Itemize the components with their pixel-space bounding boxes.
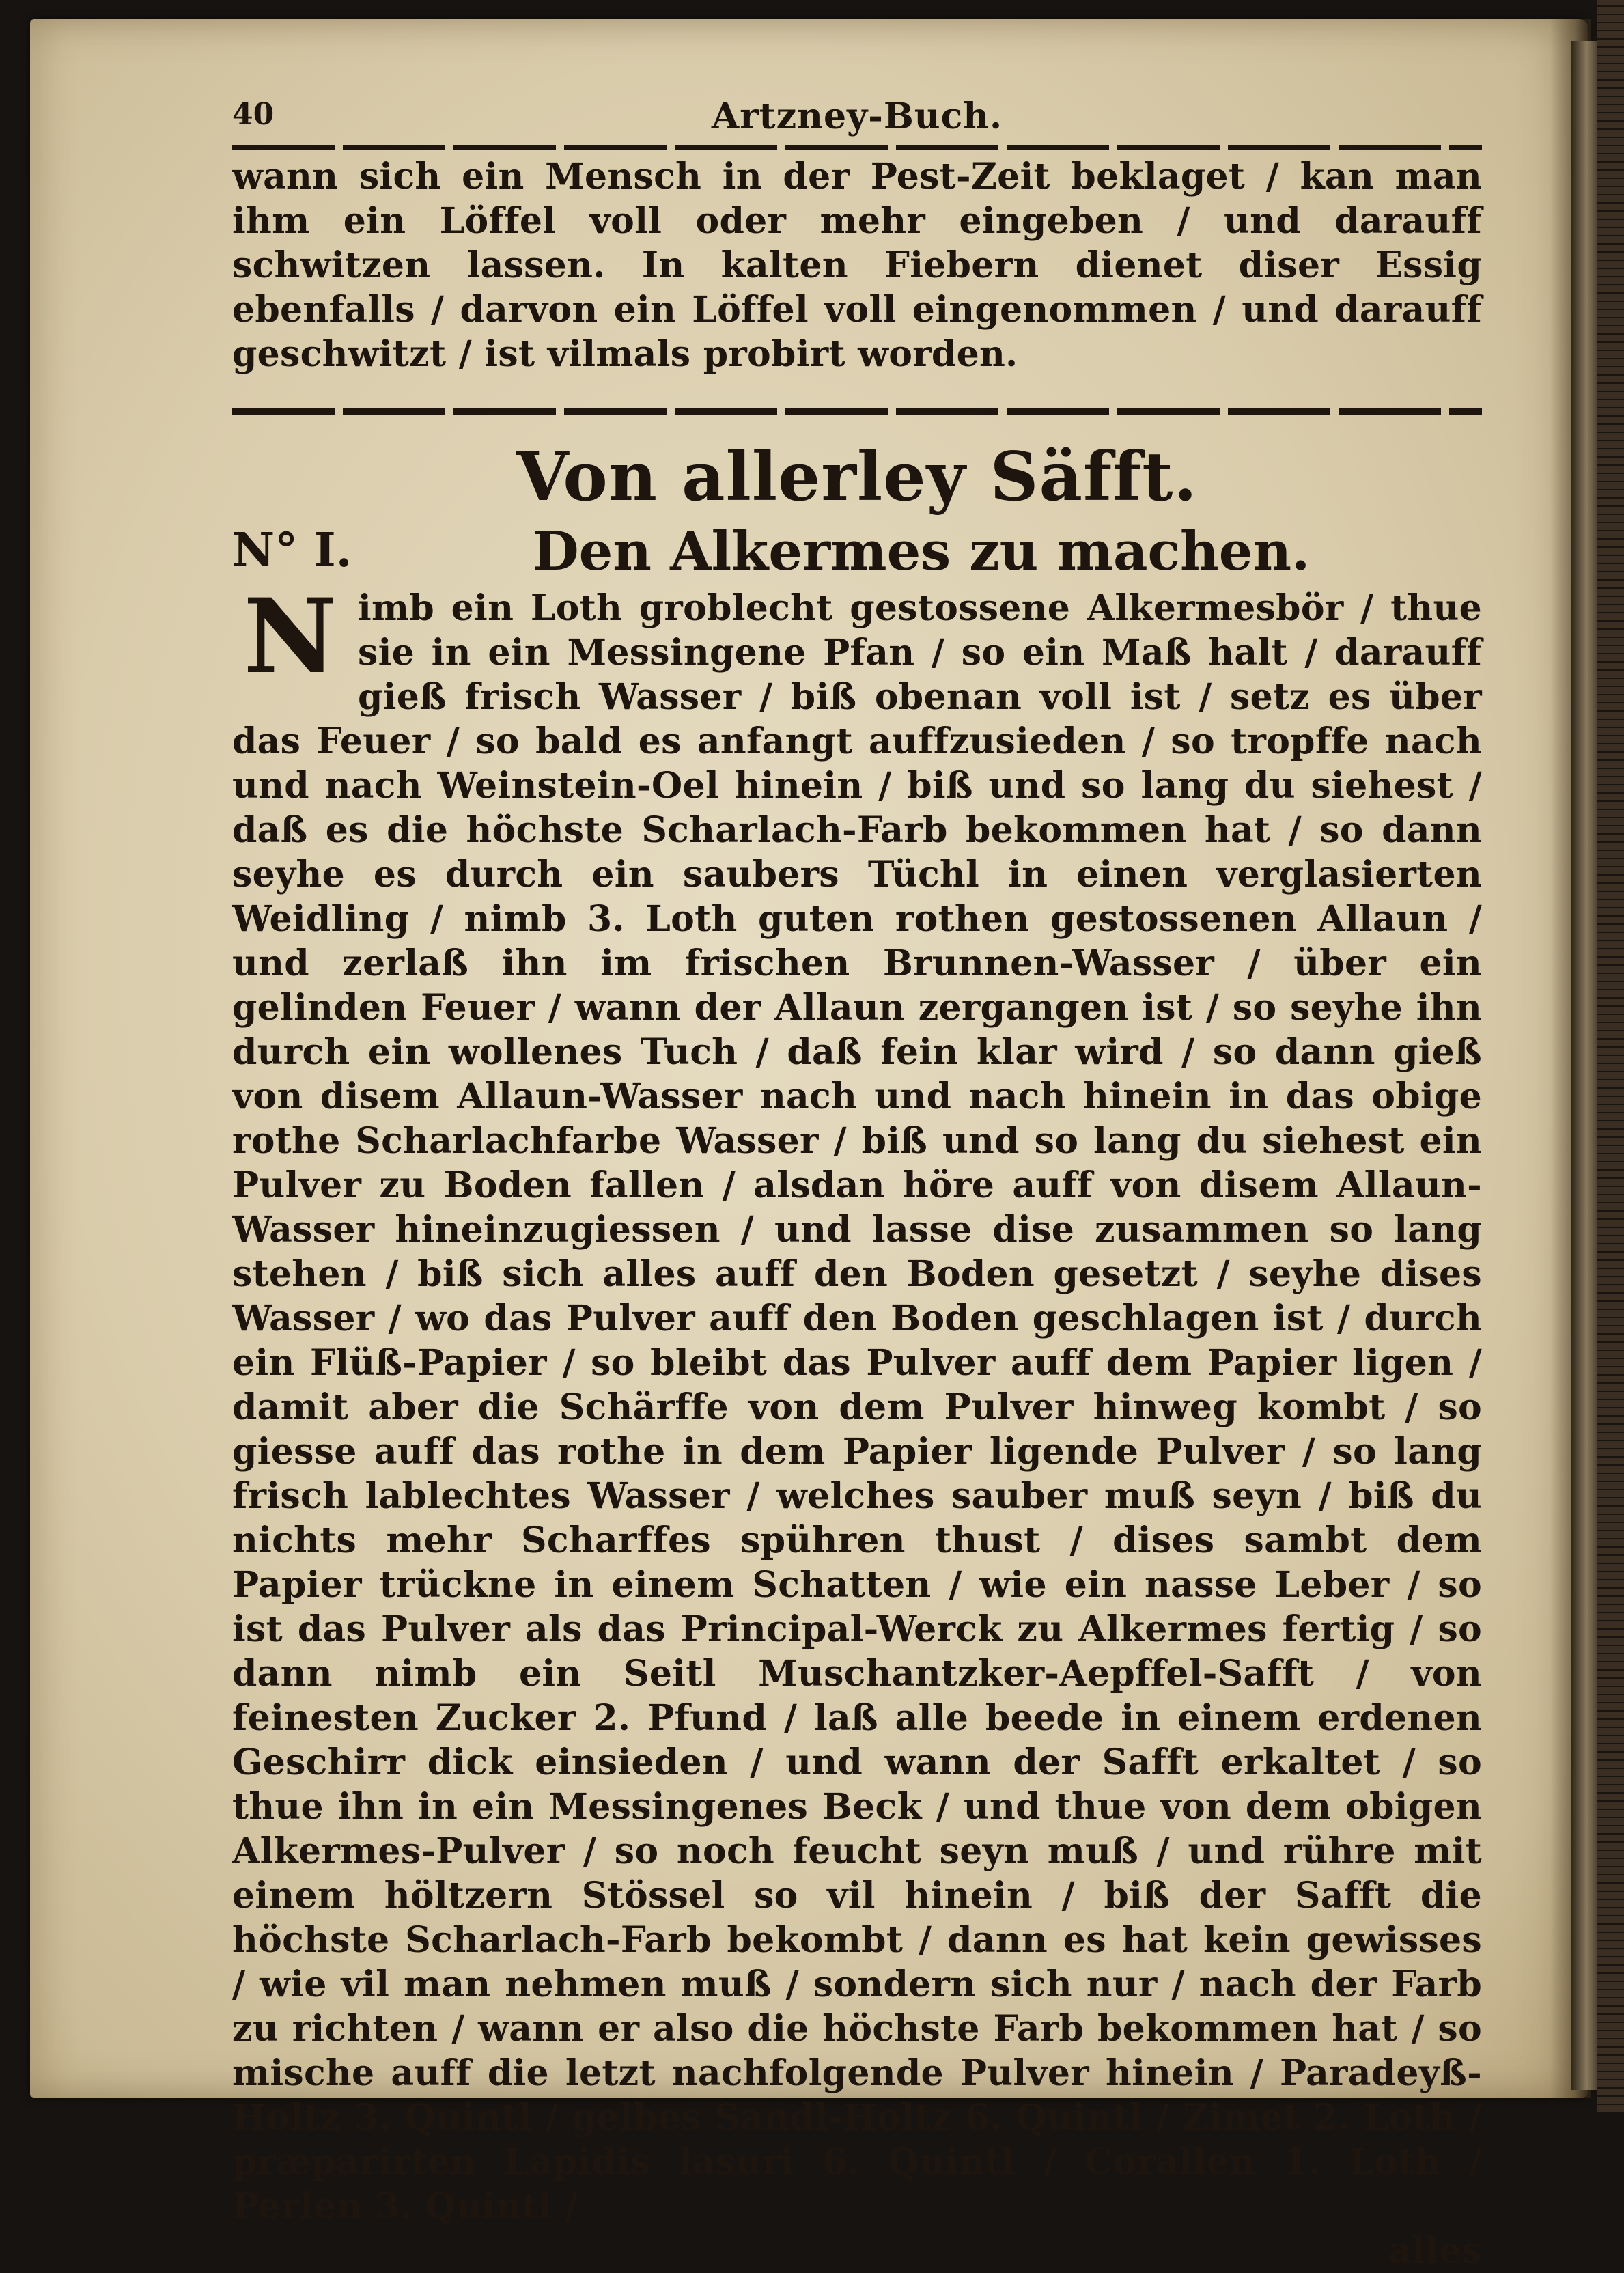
page-header [232,96,1482,139]
recipe-body [232,576,1482,2229]
section-divider [232,408,1482,415]
header-rule [232,145,1482,150]
page-number: 40 [232,97,275,132]
recipe-number: N° I. [232,523,352,578]
catchword: alles [1388,2230,1482,2272]
page-content [232,96,1482,2273]
running-head: Artzney-Buch. [711,96,1003,137]
recipe-title: Den Alkermes zu machen. [533,520,1311,583]
recipe-heading [232,520,1482,582]
drop-cap: N [243,576,337,697]
measurement-ruler [1597,0,1624,2113]
recipe-text: imb ein Loth groblecht gestossene Alkermesbör / thue sie in ein Messingene Pfan / so ein Maß halt / darauff gieß frisch Wasser / biß obenan voll ist / setz es über das Feuer / so bald es anfangt auffzusieden / so tropffe nach und nach Weinstein-Oel hinein / biß und so lang du siehest / daß es die höchste Scharlach-Farb bekommen hat / so dann seyhe es durch ein saubers Tüchl in einen verglasierten Weidling / nimb 3. Loth guten rothen gestossenen Allaun / und zerlaß ihn im frischen Brunnen-Wasser / über ein gelinden Feuer / wann der Allaun zergangen ist / so seyhe ihn durch ein wollenes Tuch / daß fein klar wird / so dann gieß von disem Allaun-Wasser nach und nach hinein in das obige rothe Scharlachfarbe Wasser / biß und so lang du siehest ein Pulver zu Boden fallen / alsdan höre auff von disem Allaun-Wasser hineinzugiessen / und lasse dise zusammen so lang stehen / biß sich alles auff den Boden gesetzt / seyhe dises Wasser / wo das Pulver auff den Boden geschlagen ist / durch ein Flüß-Papier / so bleibt das Pulver auff dem Papier ligen / damit aber die Schärffe von dem Pulver hinweg kombt / so giesse auff das rothe in dem Papier ligende Pulver / so lang frisch lablechtes Wasser / welches sauber muß seyn / biß du nichts mehr Scharffes spühren thust / dises sambt dem Papier trückne in einem Schatten / wie ein nasse Leber / so ist das Pulver als das Principal-Werck zu Alkermes fertig / so dann nimb ein Seitl Muschantzker-Aepffel-Safft / von feinesten Zucker 2. Pfund / laß alle beede in einem erdenen Geschirr dick einsieden / und wann der Safft erkaltet / so thue ihn in ein Messingenes Beck / und thue von dem obigen Alkermes-Pulver / so noch feucht seyn muß / und rühre mit einem höltzern Stössel so vil hinein / biß der Safft die höchste Scharlach-Farb bekombt / dann es hat kein gewisses / wie vil man nehmen muß / sondern sich nur / nach der Farb zu richten / wann er also die höchste Farb bekommen hat / so mische auff die letzt nachfolgende Pulver hinein / Paradeyß-Holtz 3. Quintl / gelbes Sandl-Holtz 6. Quintl / Zimet 2. Loth / præparirten Lapidis lasuri 6. Quintl / Corallen 1. Loth / Perlen 3. Quintl / [232,587,1482,2227]
intro-paragraph: wann sich ein Mensch in der Pest-Zeit beklaget / kan man ihm ein Löffel voll oder mehr eingeben / und darauff schwitzen lassen. In kalten Fiebern dienet diser Essig ebenfalls / darvon ein Löffel voll eingenommen / und darauff geschwitzt / ist vilmals probirt worden. [232,156,1482,375]
section-title: Von allerley Säfft. [516,438,1198,516]
